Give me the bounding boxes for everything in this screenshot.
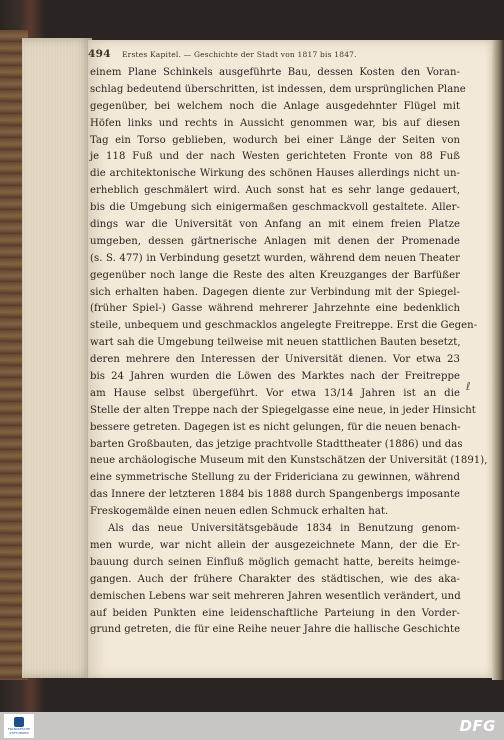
text-line: bis 24 Jahren wurden die Löwen des Marktes nach der Freitreppe xyxy=(90,371,460,383)
text-line: demischen Lebens war seit mehreren Jahren wesentlich verändert, und xyxy=(90,590,461,602)
handwritten-margin-mark: ℓ xyxy=(466,380,471,393)
text-line: Freskogemälde einen neuen edlen Schmuck erhalten hat. xyxy=(90,506,389,518)
text-line: schlag bedeutend überschritten, ist indessen, dem ursprünglichen Plane xyxy=(90,83,466,95)
text-line: eine symmetrische Stellung zu der Fridericiana zu gewinnen, während xyxy=(90,472,460,484)
text-line: wart sah die Umgebung teilweise mit neuen stattlichen Bauten besetzt, xyxy=(90,337,461,349)
text-line: gangen. Auch der frühere Charakter des städtischen, wie des aka- xyxy=(90,573,460,585)
text-line: Tag ein Torso geblieben, wodurch bei einer Länge der Seiten von xyxy=(90,134,460,146)
logo-left-text: FRANCKESCHE STIFTUNGEN xyxy=(7,727,31,735)
running-head: Erstes Kapitel. — Geschichte der Stadt von 1817 bis 1847. xyxy=(122,50,357,59)
page-header xyxy=(88,48,408,62)
stiftungen-emblem-icon xyxy=(14,717,24,727)
text-line: einem Plane Schinkels ausgeführte Bau, dessen Kosten den Voran- xyxy=(90,67,460,78)
text-line: (s. S. 477) in Verbindung gesetzt wurden, während dem neuen Theater xyxy=(90,252,460,264)
text-line: grund getreten, die für eine Reihe neuer Jahre die hallische Geschichte xyxy=(90,624,461,636)
text-line: erheblich geschmälert wird. Auch sonst hat es sehr lange gedauert, xyxy=(90,185,460,197)
text-line: dings war die Universität von Anfang an mit einem freien Platze xyxy=(90,219,460,231)
page-right-edge xyxy=(492,40,504,680)
text-line: barten Großbauten, das jetzige prachtvolle Stadttheater (1886) und das xyxy=(90,438,463,450)
text-line: (früher Spiel-) Gasse während mehrerer Jahrzehnte eine bedenklich xyxy=(90,303,460,315)
text-line: men wurde, war nicht allein der ausgezeichnete Mann, der die Er- xyxy=(90,539,460,551)
text-line: Als das neue Universitätsgebäude 1834 in Benutzung genom- xyxy=(108,523,460,535)
page-edges xyxy=(22,38,92,678)
text-line: umgeben, dessen gärtnerische Anlagen mit denen der Promenade xyxy=(90,235,460,247)
text-line: das Innere der letzteren 1884 bis 1888 durch Spangenbergs imposante xyxy=(90,489,460,501)
viewer-footer xyxy=(0,712,504,740)
dfg-logo[interactable]: DFG xyxy=(459,717,496,735)
body-text xyxy=(90,65,488,639)
text-line: am Hause selbst übergeführt. Vor etwa 13/14 Jahren ist an die xyxy=(90,387,460,399)
text-line: gegenüber, bei welchem noch die Anlage ausgedehnter Flügel mit xyxy=(90,100,460,112)
page-number: 494 xyxy=(88,48,111,60)
text-line: Höfen links und rechts in Aussicht genommen war, bis auf diesen xyxy=(90,117,460,129)
franckesche-stiftungen-logo[interactable] xyxy=(4,714,34,738)
text-line: deren mehrere den Interessen der Universität dienen. Vor etwa 23 xyxy=(90,354,460,366)
text-line: die architektonische Wirkung des schönen Hauses allerdings nicht un- xyxy=(90,168,460,180)
text-line: neue archäologische Museum mit den Kunstschätzen der Universität (1891), xyxy=(90,455,488,467)
text-line: steile, unbequem und geschmacklos angelegte Freitreppe. Erst die Gegen- xyxy=(90,320,478,332)
text-line: bessere getreten. Dagegen ist es nicht gelungen, für die neuen benach- xyxy=(90,421,461,433)
text-line: Stelle der alten Treppe nach der Spiegelgasse eine neue, in jeder Hinsicht xyxy=(90,404,476,416)
text-line: sich erhalten haben. Dagegen diente zur Verbindung mit der Spiegel- xyxy=(90,286,460,298)
text-line: gegenüber noch lange die Reste des alten Kreuzganges der Barfüßer xyxy=(90,269,460,281)
text-line: bauung durch seinen Einfluß möglich gemacht hatte, bereits heimge- xyxy=(90,556,460,568)
text-line: je 118 Fuß und der nach Westen gerichteten Fronte von 88 Fuß xyxy=(90,151,460,163)
text-line: bis die Umgebung sich einigermaßen geschmackvoll gestaltete. Aller- xyxy=(90,202,460,214)
text-line: auf beiden Punkten eine leidenschaftliche Parteiung in den Vorder- xyxy=(90,607,460,619)
